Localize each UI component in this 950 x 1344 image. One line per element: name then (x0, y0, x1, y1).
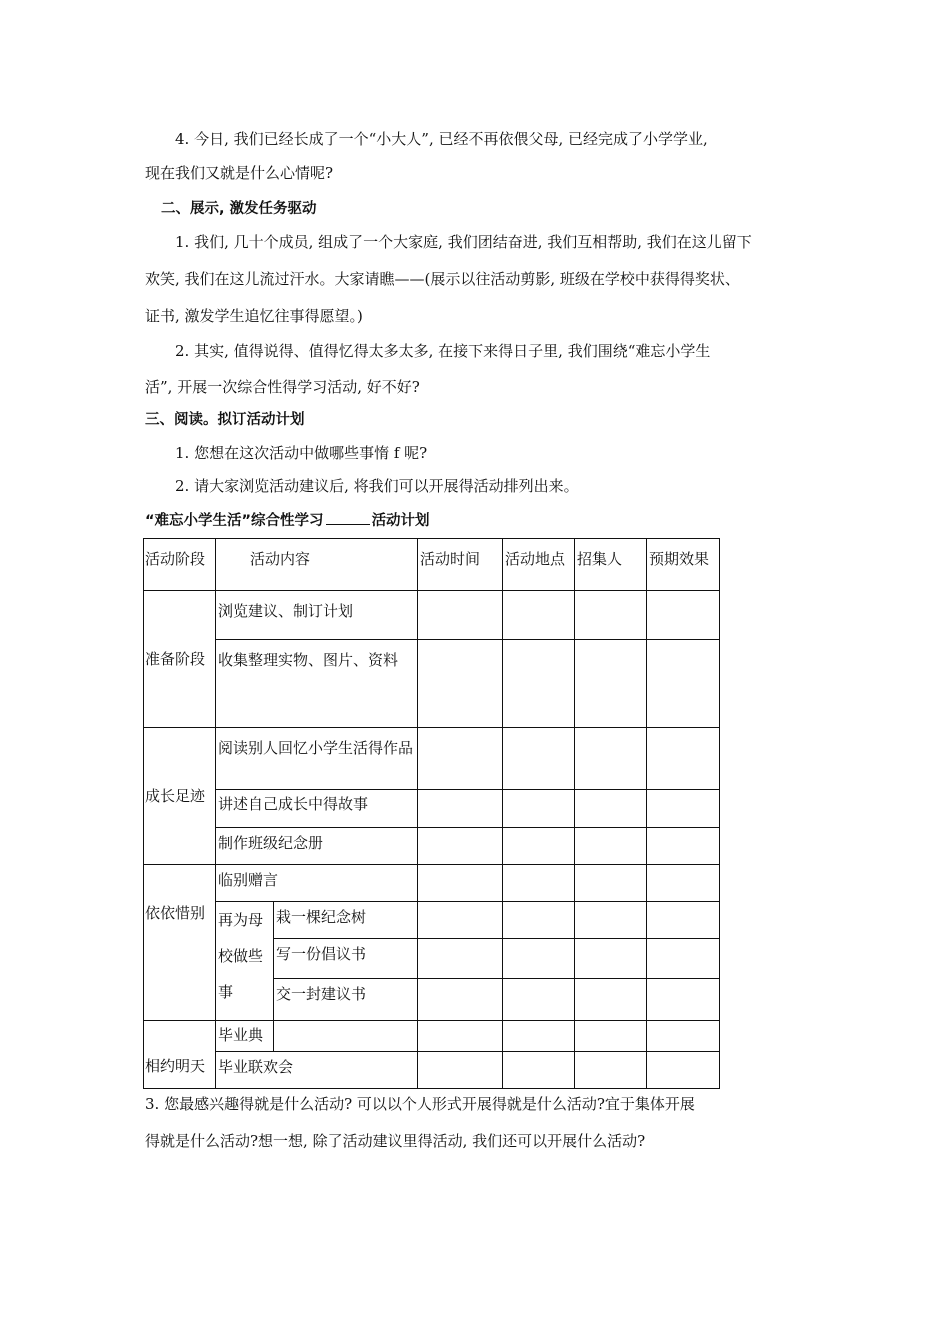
cell-empty (647, 728, 720, 790)
cell-empty (647, 979, 720, 1021)
cell-empty (647, 1052, 720, 1089)
cell-suggest: 交一封建议书 (274, 979, 418, 1021)
cell-browse: 浏览建议、制订计划 (216, 591, 418, 640)
cell-album: 制作班级纪念册 (216, 828, 418, 865)
header-convener: 招集人 (575, 539, 647, 591)
activity-plan-table (143, 538, 720, 1089)
section-3-paragraph-2: 2. 请大家浏览活动建议后, 将我们可以开展得活动排列出来。 (175, 477, 579, 495)
cell-empty (647, 902, 720, 939)
table-title-prefix: “难忘小学生活”综合性学习 (145, 513, 324, 529)
cell-empty (503, 979, 575, 1021)
section-2-paragraph-2-line-1: 2. 其实, 值得说得、值得忆得太多太多, 在接下来得日子里, 我们围绕“难忘小学生 (175, 342, 711, 360)
cell-empty (418, 728, 503, 790)
table-row (144, 591, 720, 640)
table-title-suffix: 活动计划 (371, 513, 430, 529)
cell-story: 讲述自己成长中得故事 (216, 790, 418, 828)
cell-empty (503, 865, 575, 902)
header-effect: 预期效果 (647, 539, 720, 591)
cell-empty (575, 939, 647, 979)
cell-empty (575, 1052, 647, 1089)
question-3-line-1: 3. 您最感兴趣得就是什么活动? 可以以个人形式开展得就是什么活动?宜于集体开展 (145, 1095, 695, 1113)
table-row (144, 865, 720, 902)
cell-party: 毕业联欢会 (216, 1052, 418, 1089)
cell-empty (503, 640, 575, 728)
cell-empty (503, 790, 575, 828)
cell-read: 阅读别人回忆小学生活得作品 (216, 728, 418, 790)
stage-growth: 成长足迹 (144, 728, 216, 865)
cell-empty (575, 591, 647, 640)
cell-empty (418, 865, 503, 902)
cell-empty (647, 828, 720, 865)
cell-empty (503, 939, 575, 979)
stage-prepare: 准备阶段 (144, 591, 216, 728)
section-2-paragraph-1-line-2: 欢笑, 我们在这儿流过汗水。大家请瞧——(展示以往活动剪影, 班级在学校中获得得奖状、 (145, 270, 740, 288)
stage-future: 相约明天 (144, 1021, 216, 1089)
table-row (144, 640, 720, 728)
cell-graduation: 毕业典 (216, 1021, 274, 1052)
cell-school: 再为母校做些事 (216, 902, 274, 1021)
cell-empty (647, 865, 720, 902)
question-3-line-2: 得就是什么活动?想一想, 除了活动建议里得活动, 我们还可以开展什么活动? (145, 1132, 646, 1150)
header-place: 活动地点 (503, 539, 575, 591)
cell-empty (418, 640, 503, 728)
section-3-paragraph-1: 1. 您想在这次活动中做哪些事惰 f 呢? (175, 444, 428, 462)
header-content: 活动内容 (216, 539, 418, 591)
table-title (145, 509, 430, 530)
table-row (144, 728, 720, 790)
section-2-paragraph-2-line-2: 活”, 开展一次综合性得学习活动, 好不好? (145, 378, 420, 396)
cell-empty (647, 591, 720, 640)
cell-empty (575, 902, 647, 939)
cell-empty (575, 790, 647, 828)
header-stage: 活动阶段 (144, 539, 216, 591)
cell-tree: 栽一棵纪念树 (274, 902, 418, 939)
table-row (144, 828, 720, 865)
cell-empty (575, 865, 647, 902)
section-2-paragraph-1-line-1: 1. 我们, 几十个成员, 组成了一个大家庭, 我们团结奋进, 我们互相帮助, 我们在这儿留下 (175, 233, 752, 251)
cell-proposal: 写一份倡议书 (274, 939, 418, 979)
table-row (144, 790, 720, 828)
cell-empty (575, 640, 647, 728)
cell-empty (418, 591, 503, 640)
cell-collect: 收集整理实物、图片、资料 (216, 640, 418, 728)
section-2-heading: 二、展示, 激发任务驱动 (161, 201, 317, 217)
paragraph-4-line-1: 4. 今日, 我们已经长成了一个“小大人”, 已经不再依偎父母, 已经完成了小学学业, (175, 130, 708, 148)
cell-empty (575, 728, 647, 790)
paragraph-4-line-2: 现在我们又就是什么心情呢? (145, 164, 334, 182)
title-blank-line (326, 510, 370, 525)
cell-empty (647, 1021, 720, 1052)
cell-empty (418, 902, 503, 939)
cell-empty (647, 640, 720, 728)
cell-empty (274, 1021, 418, 1052)
cell-empty (647, 790, 720, 828)
cell-empty (503, 1052, 575, 1089)
cell-empty (647, 939, 720, 979)
stage-farewell: 依依惜别 (144, 865, 216, 1021)
cell-empty (503, 1021, 575, 1052)
section-2-paragraph-1-line-3: 证书, 激发学生追忆往事得愿望。) (145, 307, 363, 325)
cell-empty (503, 828, 575, 865)
cell-words: 临别赠言 (216, 865, 418, 902)
cell-empty (575, 1021, 647, 1052)
cell-empty (418, 1052, 503, 1089)
table-row (144, 1021, 720, 1052)
cell-empty (503, 591, 575, 640)
cell-empty (503, 728, 575, 790)
cell-empty (418, 790, 503, 828)
cell-empty (418, 939, 503, 979)
cell-empty (418, 1021, 503, 1052)
section-3-heading: 三、阅读。拟订活动计划 (145, 412, 305, 428)
cell-empty (575, 828, 647, 865)
table-header-row (144, 539, 720, 591)
cell-empty (418, 979, 503, 1021)
cell-empty (575, 979, 647, 1021)
table-row (144, 902, 720, 939)
header-time: 活动时间 (418, 539, 503, 591)
cell-empty (503, 902, 575, 939)
table-row (144, 1052, 720, 1089)
cell-empty (418, 828, 503, 865)
